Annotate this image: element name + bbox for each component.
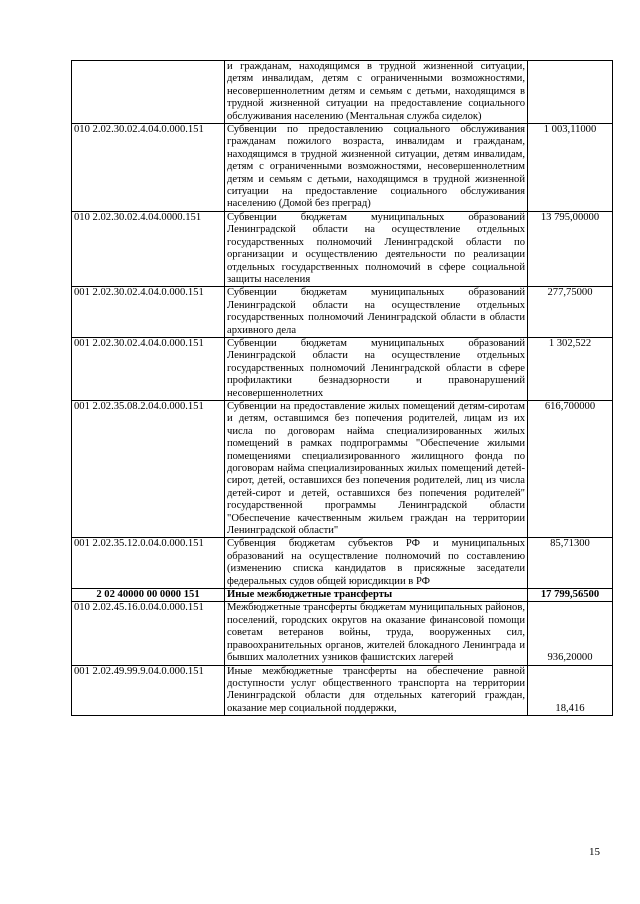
table-body (72, 61, 613, 716)
code-cell: 001 2.02.35.12.0.04.0.000.151 (72, 538, 225, 589)
description-cell: и гражданам, находящимся в трудной жизненной ситуации, детям инвалидам, детям с ограниченными возможностями, несовершеннолетним детям и семьям с детьми, находящимся в трудной жизненной ситуации на предоставление социального обслуживания населению (Ментальная служба сиделок) (225, 61, 528, 124)
code-cell: 001 2.02.30.02.4.04.0.000.151 (72, 337, 225, 400)
amount-cell: 18,416 (528, 665, 613, 716)
page-number: 15 (589, 846, 600, 858)
description-cell: Субвенции бюджетам муниципальных образований Ленинградской области на осуществление отдельных государственных полномочий Ленинградской области в области архивного дела (225, 287, 528, 338)
amount-cell (528, 61, 613, 124)
code-cell: 2 02 40000 00 0000 151 (72, 589, 225, 602)
table-row (72, 61, 613, 124)
description-cell: Субвенция бюджетам субъектов РФ и муниципальных образований на осуществление полномочий по составлению (изменению списка кандидатов в присяжные заседатели федеральных судов общей юрисдикции в РФ (225, 538, 528, 589)
description-cell: Иные межбюджетные трансферты на обеспечение равной доступности услуг общественного транспорта на территории Ленинградской области для отдельных категорий граждан, оказание мер социальной поддержки, (225, 665, 528, 716)
description-cell: Субвенции по предоставлению социального обслуживания гражданам пожилого возраста, инвалидам и гражданам, находящимся в трудной жизненной ситуации, детям инвалидам, детям с ограниченными возможностями, несовершеннолетним детям и семьям с детьми, находящимся в трудной жизненной ситуации на предоставление социального обслуживания населению (Домой без преград) (225, 124, 528, 212)
code-cell: 010 2.02.30.02.4.04.0.000.151 (72, 124, 225, 212)
table-row (72, 400, 613, 537)
description-cell: Субвенции бюджетам муниципальных образований Ленинградской области на осуществление отдельных государственных полномочий Ленинградской области в сфере профилактики безнадзорности и правонарушений несовершеннолетних (225, 337, 528, 400)
amount-cell: 1 302,522 (528, 337, 613, 400)
description-cell: Субвенции бюджетам муниципальных образований Ленинградской области на осуществление отдельных государственных полномочий Ленинградской области по организации и осуществлению деятельности по реализации отдельных государственных полномочий в сфере социальной защиты населения (225, 211, 528, 286)
table-row (72, 211, 613, 286)
code-cell: 010 2.02.30.02.4.04.0000.151 (72, 211, 225, 286)
amount-cell: 936,20000 (528, 602, 613, 665)
description-cell: Субвенции на предоставление жилых помещений детям-сиротам и детям, оставшимся без попечения родителей, лицам из их числа по договорам найма специализированных жилых помещений в рамках подпрограммы "Обеспечение жилыми помещениями специализированного жилищного фонда по договорам найма специализированных жилых помещений детей-сирот, детей, оставшихся без попечения родителей, лиц из числа детей-сирот и детей, оставшихся без попечения родителей" государственной программы Ленинградской области "Обеспечение качественным жильем граждан на территории Ленинградской области" (225, 400, 528, 537)
table-row (72, 602, 613, 665)
amount-cell: 17 799,56500 (528, 589, 613, 602)
amount-cell: 13 795,00000 (528, 211, 613, 286)
description-cell: Иные межбюджетные трансферты (225, 589, 528, 602)
table-row (72, 337, 613, 400)
budget-table (71, 60, 613, 716)
amount-cell: 277,75000 (528, 287, 613, 338)
code-cell (72, 61, 225, 124)
code-cell: 001 2.02.30.02.4.04.0.000.151 (72, 287, 225, 338)
table-total-row (72, 589, 613, 602)
table-row (72, 538, 613, 589)
amount-cell: 1 003,11000 (528, 124, 613, 212)
table-row (72, 287, 613, 338)
table-row (72, 665, 613, 716)
amount-cell: 85,71300 (528, 538, 613, 589)
code-cell: 001 2.02.49.99.9.04.0.000.151 (72, 665, 225, 716)
description-cell: Межбюджетные трансферты бюджетам муниципальных районов, поселений, городских округов на оказание финансовой помощи советам ветеранов войны, труда, вооруженных сил, правоохранительных органов, жителей блокадного Ленинграда и бывших малолетних узников фашистских лагерей (225, 602, 528, 665)
code-cell: 001 2.02.35.08.2.04.0.000.151 (72, 400, 225, 537)
amount-cell: 616,700000 (528, 400, 613, 537)
code-cell: 010 2.02.45.16.0.04.0.000.151 (72, 602, 225, 665)
table-row (72, 124, 613, 212)
